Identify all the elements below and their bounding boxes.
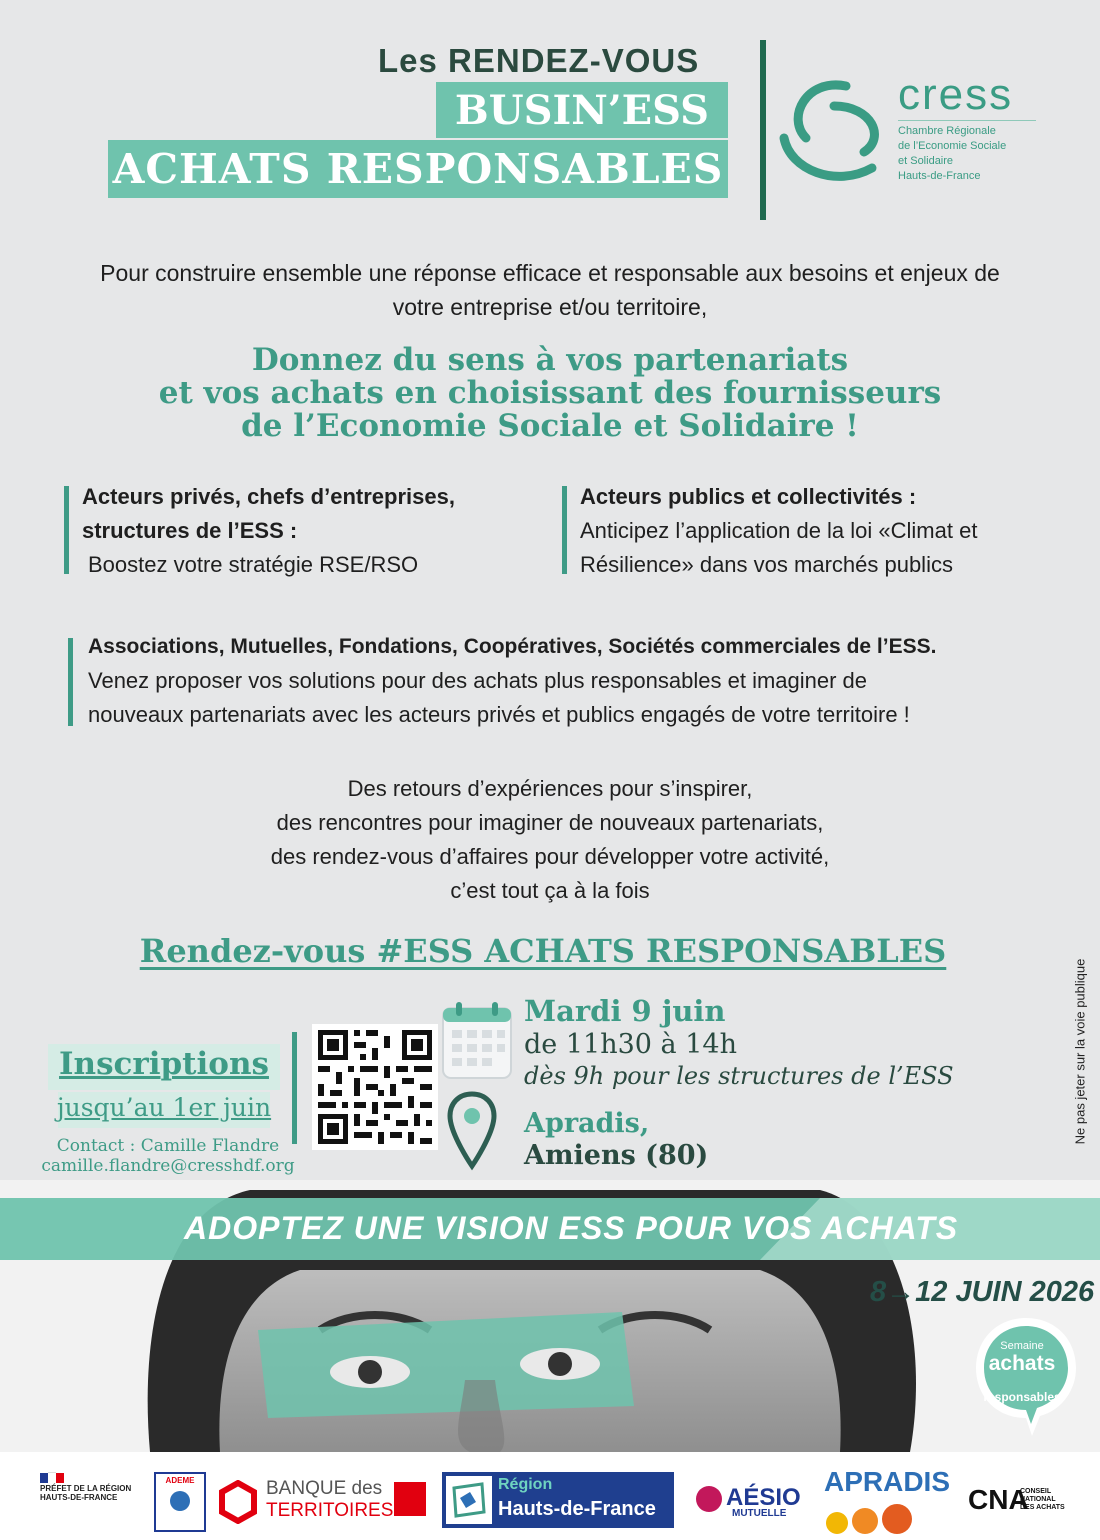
event-date: Mardi 9 juin (524, 994, 726, 1028)
banque-text-2: TERRITOIRES (266, 1500, 394, 1521)
intro-line-2: votre entreprise et/ou territoire, (392, 294, 708, 320)
private-text: Boostez votre stratégie RSE/RSO (88, 552, 419, 577)
apradis-dots-icon (826, 1504, 912, 1539)
banque-text-1: BANQUE des (266, 1478, 383, 1499)
private-title-1: Acteurs privés, chefs d’entreprises, (82, 484, 455, 509)
aesio-sub: MUTUELLE (732, 1508, 787, 1519)
cress-sub-4: Hauts-de-France (898, 170, 981, 182)
associations-text-2: nouveaux partenariats avec les acteurs privés et publics engagés de votre territoire ! (88, 702, 910, 727)
public-title: Acteurs publics et collectivités : (580, 484, 917, 509)
tagline-line-2: et vos achats en choisissant des fournisseurs (158, 375, 942, 411)
cna-sub: CONSEIL NATIONAL DES ACHATS (1020, 1488, 1065, 1511)
retours-block (100, 772, 1000, 908)
cress-logo-subtitle (898, 124, 1006, 184)
vertical-notice (1060, 944, 1088, 1168)
private-title-2: structures de l’ESS : (82, 518, 298, 543)
associations-title: Associations, Mutuelles, Fondations, Coopératives, Sociétés commerciales de l’ESS. (88, 635, 937, 658)
banque-territoires-hexagon-icon (218, 1480, 258, 1524)
region-star-icon (446, 1476, 492, 1524)
badge-text-1: Semaine (1000, 1340, 1044, 1352)
inscriptions-deadline[interactable]: jusqu’au 1er juin (56, 1093, 272, 1122)
cress-logo-icon (776, 78, 892, 188)
event-time: de 11h30 à 14h (524, 1029, 737, 1060)
tagline-line-1: Donnez du sens à vos partenariats (251, 342, 849, 378)
public-actors-block (580, 480, 1060, 582)
header-line-2: BUSIN’ESS (436, 82, 728, 138)
retours-line-4: c’est tout ça à la fois (450, 878, 650, 903)
aesio-icon (696, 1486, 722, 1512)
cress-sub-2: de l’Economie Sociale (898, 140, 1007, 152)
header-line-3: ACHATS RESPONSABLES (108, 140, 728, 198)
public-text-2: Résilience» dans vos marchés publics (580, 552, 953, 577)
prefet-logo: PRÉFET DE LA RÉGION HAUTS-DE-FRANCE (40, 1484, 132, 1502)
private-accent-bar (64, 486, 69, 574)
badge-text-2: achats (988, 1352, 1056, 1375)
region-text-2: Hauts-de-France (498, 1498, 656, 1520)
cress-logo-rule (898, 120, 1036, 121)
event-place-1: Apradis, (524, 1108, 650, 1139)
caisse-depots-icon (394, 1482, 426, 1516)
cress-sub-3: et Solidaire (898, 155, 954, 167)
contact-name: Contact : Camille Flandre (56, 1136, 280, 1156)
slogan: ADOPTEZ UNE VISION ESS POUR VOS ACHATS (184, 1210, 959, 1246)
retours-line-2: des rencontres pour imaginer de nouveaux partenariats, (276, 810, 824, 835)
event-place-2: Amiens (80) (524, 1140, 709, 1171)
ademe-text: ADEME (165, 1476, 195, 1485)
tagline-line-3: de l’Economie Sociale et Solidaire ! (241, 408, 859, 444)
header-line-1: Les RENDEZ-VOUS (378, 42, 700, 79)
region-hdf-logo (442, 1472, 674, 1528)
retours-line-1: Des retours d’expériences pour s’inspirer, (347, 776, 753, 801)
header-divider (760, 40, 766, 220)
vertical-notice-text: Ne pas jeter sur la voie publique (1072, 958, 1088, 1145)
cress-sub-1: Chambre Régionale (898, 125, 996, 137)
region-text-1: Région (498, 1476, 553, 1493)
assoc-accent-bar (68, 638, 73, 726)
event-note: dès 9h pour les structures de l’ESS (524, 1062, 954, 1090)
ademe-logo (154, 1472, 206, 1532)
intro-text (60, 256, 1040, 324)
calendar-icon (440, 1000, 514, 1082)
associations-block (88, 630, 1068, 732)
semaine-achats-badge (972, 1314, 1080, 1438)
cna-text: CNA (968, 1484, 1029, 1515)
intro-line-1: Pour construire ensemble une réponse efficace et responsable aux besoins et enjeux de (100, 260, 1000, 286)
inscriptions-divider (292, 1032, 297, 1144)
location-pin-icon (446, 1090, 498, 1172)
private-actors-block (82, 480, 542, 582)
public-text-1: Anticipez l’application de la loi «Climat et (580, 518, 978, 543)
cress-logo-word: cress (898, 70, 1014, 119)
ademe-globe-icon (170, 1491, 190, 1511)
qr-code-icon[interactable] (312, 1024, 438, 1150)
aesio-text: AÉSIO (726, 1484, 801, 1511)
badge-text-3: responsables (983, 1390, 1061, 1404)
tagline (60, 344, 1040, 443)
contact-email[interactable]: camille.flandre@cresshdf.org (41, 1156, 295, 1176)
inscriptions-link[interactable]: Inscriptions (59, 1046, 269, 1082)
public-accent-bar (562, 486, 567, 574)
associations-text-1: Venez proposer vos solutions pour des achats plus responsables et imaginer de (88, 668, 868, 693)
week-dates: 8→12 JUIN 2026 (870, 1276, 1095, 1308)
apradis-text: APRADIS (824, 1466, 951, 1497)
retours-line-3: des rendez-vous d’affaires pour développer votre activité, (270, 844, 830, 869)
partner-logos (0, 1452, 1100, 1540)
rdv-heading[interactable]: Rendez-vous #ESS ACHATS RESPONSABLES (139, 932, 947, 970)
